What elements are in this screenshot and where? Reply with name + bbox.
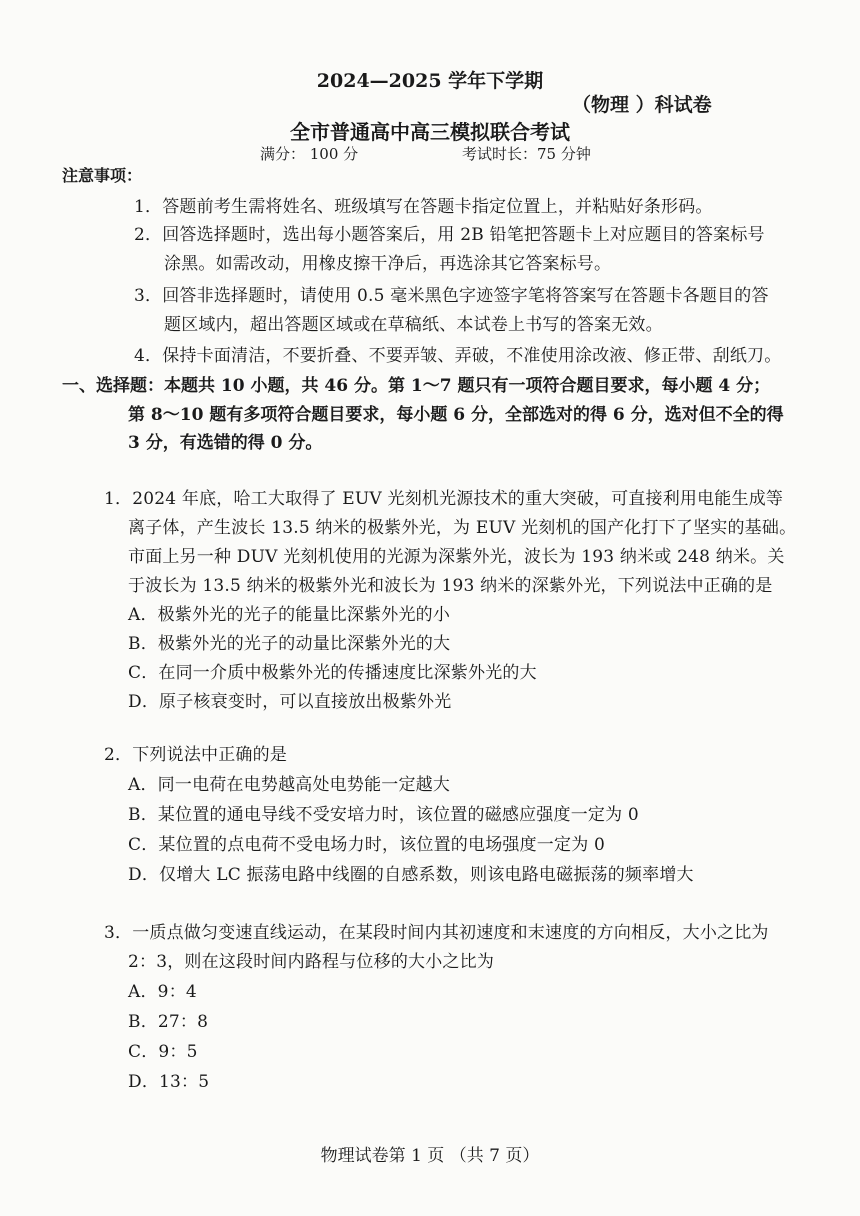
- question-stem-line: 于波长为 13.5 纳米的极紫外光和波长为 193 纳米的深紫外光，下列说法中正确的是: [128, 576, 773, 596]
- notice-item: 2．回答选择题时，选出每小题答案后，用 2B 铅笔把答题卡上对应题目的答案标号: [134, 225, 765, 245]
- option-a: A．极紫外光的光子的能量比深紫外光的小: [128, 605, 451, 625]
- question-stem-line: 2：3，则在这段时间内路程与位移的大小之比为: [128, 952, 495, 972]
- option-c: C．在同一介质中极紫外光的传播速度比深紫外光的大: [128, 663, 537, 683]
- question-stem-line: 3．一质点做匀变速直线运动，在某段时间内其初速度和末速度的方向相反，大小之比为: [104, 923, 769, 943]
- section-heading-line: 3 分，有选错的得 0 分。: [128, 433, 323, 453]
- question-stem-line: 1．2024 年底，哈工大取得了 EUV 光刻机光源技术的重大突破，可直接利用电能生成等: [104, 489, 784, 509]
- exam-year-title: 2024—2025 学年下学期: [316, 70, 544, 92]
- option-c: C．9：5: [128, 1042, 198, 1062]
- option-c: C．某位置的点电荷不受电场力时，该位置的电场强度一定为 0: [128, 835, 606, 855]
- question-stem-line: 2．下列说法中正确的是: [104, 745, 288, 765]
- notice-item: 题区域内，超出答题区域或在草稿纸、本试卷上书写的答案无效。: [164, 315, 663, 335]
- option-a: A．同一电荷在电势越高处电势能一定越大: [128, 775, 451, 795]
- option-a: A．9：4: [128, 982, 197, 1002]
- option-b: B．某位置的通电导线不受安培力时，该位置的磁感应强度一定为 0: [128, 805, 639, 825]
- option-b: B．27：8: [128, 1012, 209, 1032]
- notice-item: 4．保持卡面清洁，不要折叠、不要弄皱、弄破，不准使用涂改液、修正带、刮纸刀。: [134, 346, 782, 366]
- option-d: D．仅增大 LC 振荡电路中线圈的自感系数，则该电路电磁振荡的频率增大: [128, 865, 694, 885]
- option-b: B．极紫外光的光子的动量比深紫外光的大: [128, 634, 451, 654]
- subject-title: （物理 ）科试卷: [572, 94, 712, 116]
- page-footer: 物理试卷第 1 页 （共 7 页）: [320, 1146, 540, 1166]
- option-d: D．13：5: [128, 1072, 210, 1092]
- exam-duration: 考试时长：75 分钟: [462, 145, 591, 163]
- notice-item: 3．回答非选择题时，请使用 0.5 毫米黑色字迹签字笔将答案写在答题卡各题目的答: [134, 286, 769, 306]
- notice-item: 1．答题前考生需将姓名、班级填写在答题卡指定位置上，并粘贴好条形码。: [134, 197, 713, 217]
- option-d: D．原子核衰变时，可以直接放出极紫外光: [128, 692, 452, 712]
- exam-name: 全市普通高中高三模拟联合考试: [290, 120, 570, 144]
- notice-item: 涂黑。如需改动，用橡皮擦干净后，再选涂其它答案标号。: [164, 254, 612, 274]
- section-heading-line: 一、选择题：本题共 10 小题，共 46 分。第 1～7 题只有一项符合题目要求，每小题 4 分；: [62, 376, 771, 396]
- question-stem-line: 市面上另一种 DUV 光刻机使用的光源为深紫外光，波长为 193 纳米或 248 纳米。关: [128, 547, 785, 567]
- notice-heading: 注意事项：: [62, 166, 143, 185]
- question-stem-line: 离子体，产生波长 13.5 纳米的极紫外光，为 EUV 光刻机的国产化打下了坚实的基础。: [128, 518, 797, 538]
- full-score: 满分： 100 分: [260, 145, 359, 163]
- section-heading-line: 第 8～10 题有多项符合题目要求，每小题 6 分，全部选对的得 6 分，选对但不全的得: [128, 405, 784, 425]
